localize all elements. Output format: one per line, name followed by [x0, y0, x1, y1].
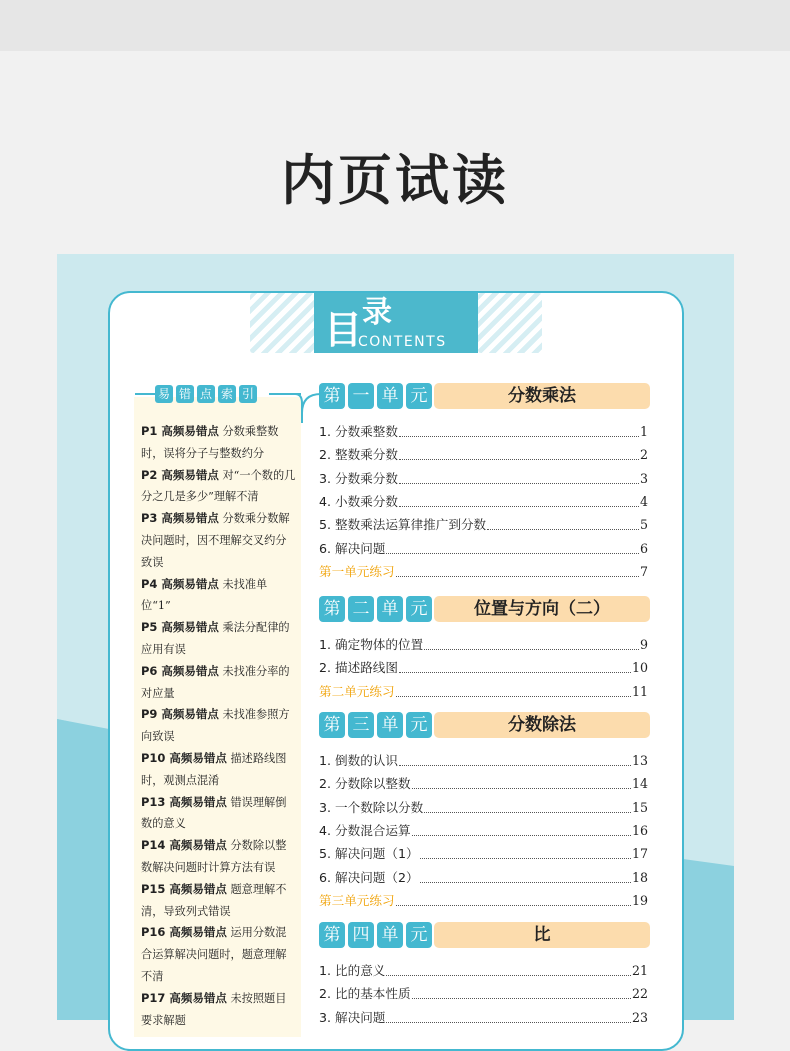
index-item — [141, 748, 296, 792]
toc-item-label: 4. 小数乘分数 — [319, 493, 398, 509]
unit-label — [319, 712, 432, 738]
index-title-char: 易 — [155, 385, 173, 403]
index-item — [141, 835, 296, 879]
toc-item-label: 5. 解决问题（1） — [319, 846, 419, 862]
index-item — [141, 508, 296, 573]
index-item — [141, 465, 296, 509]
index-item-page: P1 高频易错点 — [141, 424, 219, 438]
toc-header — [250, 293, 542, 353]
toc-leader-dots — [386, 553, 639, 554]
toc-leader-dots — [399, 436, 639, 437]
header-lu: 录 — [362, 295, 392, 330]
toc-item[interactable] — [319, 1007, 648, 1027]
toc-item[interactable] — [319, 657, 648, 677]
toc-item-label: 3. 解决问题 — [319, 1009, 386, 1025]
index-item — [141, 617, 296, 661]
index-item-page: P5 高频易错点 — [141, 620, 219, 635]
index-item-page: P16 高频易错点 — [141, 925, 227, 940]
toc-leader-dots — [396, 576, 639, 577]
toc-item-label: 2. 分数除以整数 — [319, 776, 411, 792]
toc-practice-item[interactable] — [319, 681, 648, 701]
unit-header — [319, 922, 650, 948]
index-rule-left — [135, 393, 155, 395]
index-item — [141, 574, 296, 618]
index-item-page: P17 高频易错点 — [141, 990, 227, 1005]
toc-leader-dots — [399, 765, 631, 766]
toc-item-label: 2. 描述路线图 — [319, 660, 398, 676]
toc-item[interactable] — [319, 491, 648, 511]
unit-label — [319, 383, 432, 409]
toc-item-label: 3. 分数乘分数 — [319, 470, 398, 486]
toc-leader-dots — [412, 788, 631, 789]
index-title-char: 点 — [197, 385, 215, 403]
toc-item-label: 4. 分数混合运算 — [319, 822, 411, 838]
toc-item-page: 21 — [631, 963, 648, 978]
index-item-desc: 未找准分率的对应量 — [141, 664, 290, 700]
index-list — [141, 421, 296, 1031]
toc-item[interactable] — [319, 468, 648, 488]
unit-name: 比 — [434, 922, 650, 948]
index-item-desc: 分数乘整数时，误将分子与整数约分 — [141, 425, 279, 460]
toc-leader-dots — [399, 459, 639, 460]
toc-item-page: 5 — [639, 517, 648, 533]
toc-item-page: 22 — [631, 986, 648, 1002]
toc-item[interactable] — [319, 773, 648, 793]
unit-label-char: 单 — [377, 383, 403, 409]
toc-item[interactable] — [319, 634, 648, 654]
index-item-page: P6 高频易错点 — [141, 663, 219, 678]
toc-leader-dots — [386, 1022, 631, 1023]
unit-header — [319, 596, 650, 622]
toc-item[interactable] — [319, 538, 648, 558]
toc-item-page: 17 — [631, 846, 648, 862]
index-item-desc: 乘法分配律的应用有误 — [141, 621, 290, 656]
toc-practice-item[interactable] — [319, 890, 648, 910]
toc-item-label: 6. 解决问题（2） — [319, 869, 419, 885]
toc-item[interactable] — [319, 983, 648, 1003]
unit-label-char: 三 — [348, 712, 374, 738]
toc-item[interactable] — [319, 750, 648, 770]
page-title: 内页试读 — [281, 149, 509, 212]
toc-item-page: 7 — [639, 563, 648, 579]
index-item-page: P13 高频易错点 — [141, 794, 227, 809]
index-item-desc: 未按照题目要求解题 — [141, 991, 287, 1027]
unit-label-char: 元 — [406, 922, 432, 948]
header-title-block — [314, 293, 478, 353]
toc-item-page: 6 — [639, 540, 648, 556]
unit-label-char: 第 — [319, 383, 345, 409]
toc-item[interactable] — [319, 421, 648, 441]
toc-leader-dots — [399, 506, 639, 507]
index-item-desc: 分数乘分数解决问题时，因不理解交叉约分致误 — [141, 512, 290, 569]
toc-item-page: 16 — [631, 822, 648, 838]
toc-item-page: 3 — [639, 470, 648, 486]
toc-item-page: 1 — [639, 424, 648, 439]
unit-label-char: 一 — [348, 383, 374, 409]
index-item-desc: 未找准参照方向致误 — [141, 708, 290, 744]
index-item-page: P3 高频易错点 — [141, 511, 219, 526]
toc-item[interactable] — [319, 820, 648, 840]
unit-name: 分数除法 — [434, 712, 650, 738]
index-item-desc: 对“一个数的几分之几是多少”理解不清 — [141, 468, 296, 504]
index-item-desc: 描述路线图时，观测点混淆 — [141, 751, 287, 787]
toc-item-page: 10 — [631, 660, 648, 676]
toc-item[interactable] — [319, 797, 648, 817]
toc-item-page: 15 — [631, 799, 648, 815]
toc-leader-dots — [420, 882, 631, 883]
index-item — [141, 988, 296, 1032]
unit-label-char: 元 — [406, 596, 432, 622]
toc-item-label: 5. 整数乘法运算律推广到分数 — [319, 517, 487, 533]
toc-leader-dots — [412, 835, 631, 836]
index-item-page: P10 高频易错点 — [141, 750, 227, 765]
toc-item-page: 13 — [631, 753, 648, 768]
index-item-page: P14 高频易错点 — [141, 838, 227, 853]
toc-item-label: 第一单元练习 — [319, 563, 395, 579]
toc-item-label: 1. 分数乘整数 — [319, 424, 398, 439]
toc-practice-item[interactable] — [319, 561, 648, 581]
toc-item-page: 23 — [631, 1009, 648, 1025]
unit-header — [319, 383, 650, 409]
toc-item-page: 19 — [631, 892, 648, 908]
toc-leader-dots — [386, 975, 631, 976]
index-item — [141, 922, 296, 987]
index-title-char: 引 — [239, 385, 257, 403]
header-mu: 目 — [324, 308, 363, 352]
unit-label-char: 元 — [406, 712, 432, 738]
toc-leader-dots — [396, 905, 631, 906]
unit-name: 位置与方向（二） — [434, 596, 650, 622]
book-page-preview — [57, 254, 734, 1027]
index-item-page: P9 高频易错点 — [141, 707, 219, 722]
toc-item-page: 4 — [639, 493, 648, 509]
toc-item-label: 第三单元练习 — [319, 892, 395, 908]
header-hatch-right — [478, 293, 542, 353]
index-item — [141, 421, 296, 465]
index-title-char: 错 — [176, 385, 194, 403]
toc-leader-dots — [424, 812, 631, 813]
header-contents: CONTENTS — [358, 334, 447, 350]
index-item-desc: 未找准单位“1” — [141, 577, 268, 613]
toc-leader-dots — [399, 483, 639, 484]
index-item-page: P4 高频易错点 — [141, 576, 219, 591]
toc-item-label: 6. 解决问题 — [319, 540, 386, 556]
toc-item-label: 2. 整数乘分数 — [319, 447, 398, 463]
unit-label-char: 第 — [319, 712, 345, 738]
index-item-page: P2 高频易错点 — [141, 467, 219, 482]
toc-item-label: 2. 比的基本性质 — [319, 986, 411, 1002]
toc-item-page: 9 — [639, 637, 648, 652]
index-item — [141, 661, 296, 705]
index-item-desc: 分数除以整数解决问题时计算方法有误 — [141, 839, 287, 874]
toc-item[interactable] — [319, 843, 648, 863]
toc-item[interactable] — [319, 444, 648, 464]
index-item-desc: 错误理解倒数的意义 — [141, 795, 287, 831]
unit-label — [319, 596, 432, 622]
index-item-page: P15 高频易错点 — [141, 881, 227, 896]
toc-item-page: 14 — [631, 776, 648, 792]
index-item — [141, 879, 296, 923]
header-hatch-left — [250, 293, 314, 353]
toc-item-label: 1. 倒数的认识 — [319, 753, 398, 768]
toc-leader-dots — [420, 858, 631, 859]
index-item — [141, 792, 296, 836]
unit-name: 分数乘法 — [434, 383, 650, 409]
toc-item-label: 1. 比的意义 — [319, 963, 386, 978]
toc-item-page: 2 — [639, 447, 648, 463]
index-item-desc: 运用分数混合运算解决问题时，题意理解不清 — [141, 926, 287, 983]
unit-label-char: 四 — [348, 922, 374, 948]
toc-item[interactable] — [319, 867, 648, 887]
toc-item-page: 18 — [631, 869, 648, 885]
index-item-desc: 题意理解不清，导致列式错误 — [141, 882, 287, 918]
unit-label-char: 单 — [377, 922, 403, 948]
unit-label-char: 元 — [406, 383, 432, 409]
toc-item[interactable] — [319, 960, 648, 980]
toc-item-page: 11 — [631, 683, 648, 699]
unit-label-char: 二 — [348, 596, 374, 622]
unit-label — [319, 922, 432, 948]
toc-leader-dots — [396, 696, 631, 697]
toc-leader-dots — [424, 649, 639, 650]
toc-item-label: 1. 确定物体的位置 — [319, 637, 424, 652]
index-item — [141, 704, 296, 748]
index-title — [155, 385, 257, 403]
toc-leader-dots — [487, 529, 639, 530]
index-title-char: 索 — [218, 385, 236, 403]
unit-label-char: 第 — [319, 922, 345, 948]
toc-item-label: 3. 一个数除以分数 — [319, 799, 424, 815]
unit-header — [319, 712, 650, 738]
toc-leader-dots — [399, 672, 631, 673]
toc-item-label: 第二单元练习 — [319, 683, 395, 699]
unit-label-char: 第 — [319, 596, 345, 622]
unit-label-char: 单 — [377, 712, 403, 738]
toc-item[interactable] — [319, 514, 648, 534]
toc-leader-dots — [412, 998, 631, 999]
top-bar — [0, 0, 790, 51]
unit-label-char: 单 — [377, 596, 403, 622]
